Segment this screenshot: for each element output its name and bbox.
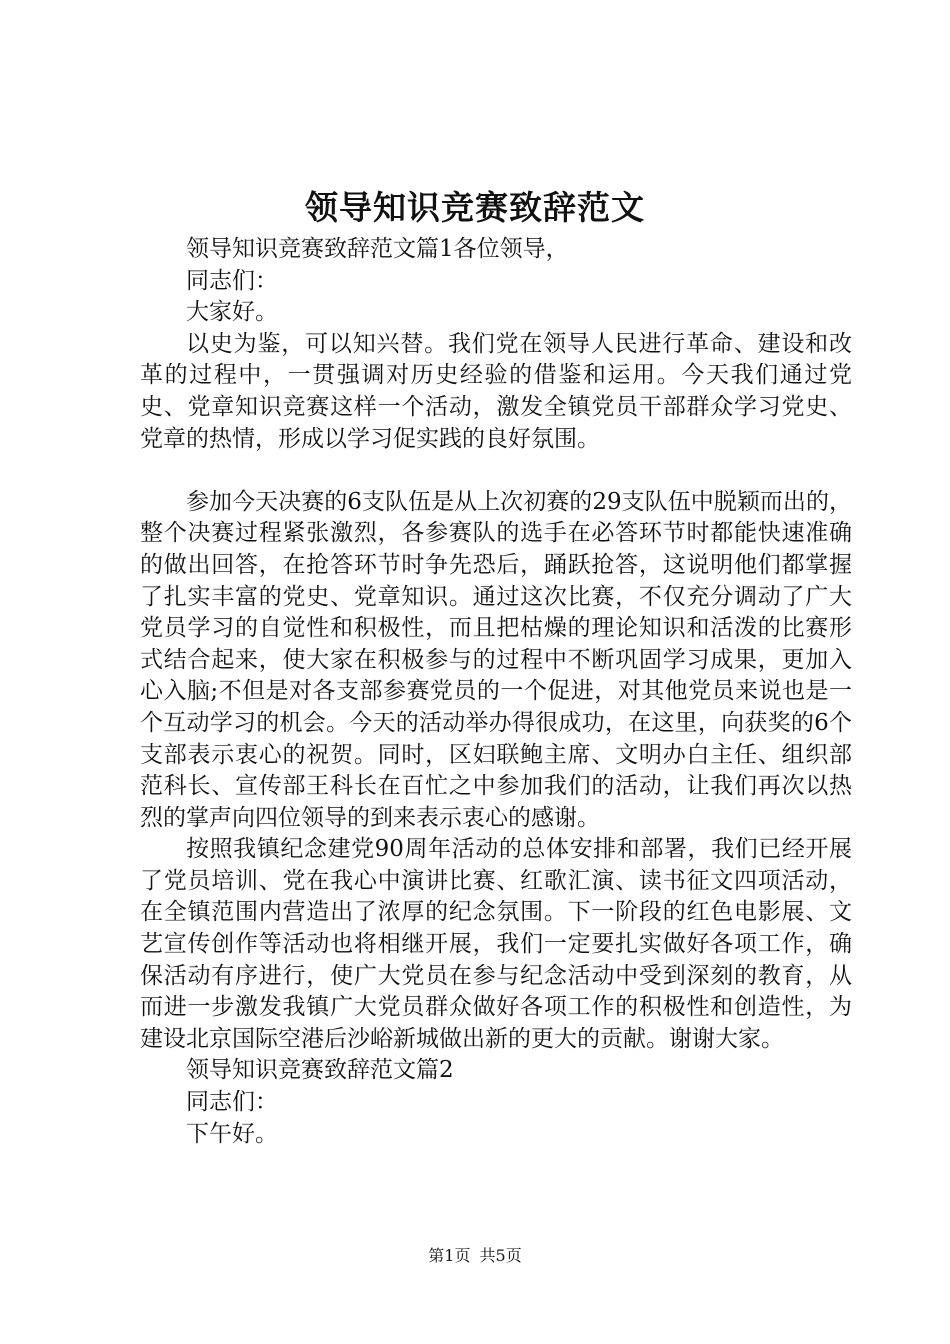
paragraph: 按照我镇纪念建党90周年活动的总体安排和部署，我们已经开展了党员培训、党在我心中演讲比赛、红歌汇演、读书征文四项活动，在全镇范围内营造出了浓厚的纪念氛围。下一阶段的红色电影展、文艺宣传创作等活动也将相继开展，我们一定要扎实做好各项工作，确保活动有序进行，使广大党员在参与纪念活动中受到深刻的教育，从而进一步激发我镇广大党员群众做好各项工作的积极性和创造性，为建设北京国际空港后沙峪新城做出新的更大的贡献。谢谢大家。 — [140, 836, 852, 1052]
paragraph: 以史为鉴，可以知兴替。我们党在领导人民进行革命、建设和改革的过程中，一贯强调对历史经验的借鉴和运用。今天我们通过党史、党章知识竞赛这样一个活动，激发全镇党员干部群众学习党史、党章的热情，形成以学习促实践的良好氛围。 — [140, 330, 852, 452]
paragraph: 同志们： — [186, 1089, 278, 1116]
paragraph: 领导知识竞赛致辞范文篇1各位领导， — [186, 236, 569, 262]
document-title: 领导知识竞赛致辞范文 — [305, 188, 645, 227]
page-footer: 第1页 共5页 — [428, 1246, 522, 1265]
document-body — [140, 234, 852, 1150]
paragraph: 大家好。 — [186, 299, 278, 326]
paragraph: 下午好。 — [186, 1120, 278, 1147]
paragraph: 参加今天决赛的6支队伍是从上次初赛的29支队伍中脱颖而出的，整个决赛过程紧张激烈，各参赛队的选手在必答环节时都能快速准确的做出回答，在抢答环节时争先恐后，踊跃抢答，这说明他们都掌握了扎实丰富的党史、党章知识。通过这次比赛，不仅充分调动了广大党员学习的自觉性和积极性，而且把枯燥的理论知识和活泼的比赛形式结合起来，使大家在积极参与的过程中不断巩固学习成果，更加入心入脑;不但是对各支部参赛党员的一个促进，对其他党员来说也是一个互动学习的机会。今天的活动举办得很成功，在这里，向获奖的6个支部表示衷心的祝贺。同时，区妇联鲍主席、文明办白主任、组织部范科长、宣传部王科长在百忙之中参加我们的活动，让我们再次以热烈的掌声向四位领导的到来表示衷心的感谢。 — [140, 488, 852, 831]
paragraph: 同志们： — [186, 267, 278, 294]
paragraph: 领导知识竞赛致辞范文篇2 — [186, 1057, 454, 1084]
